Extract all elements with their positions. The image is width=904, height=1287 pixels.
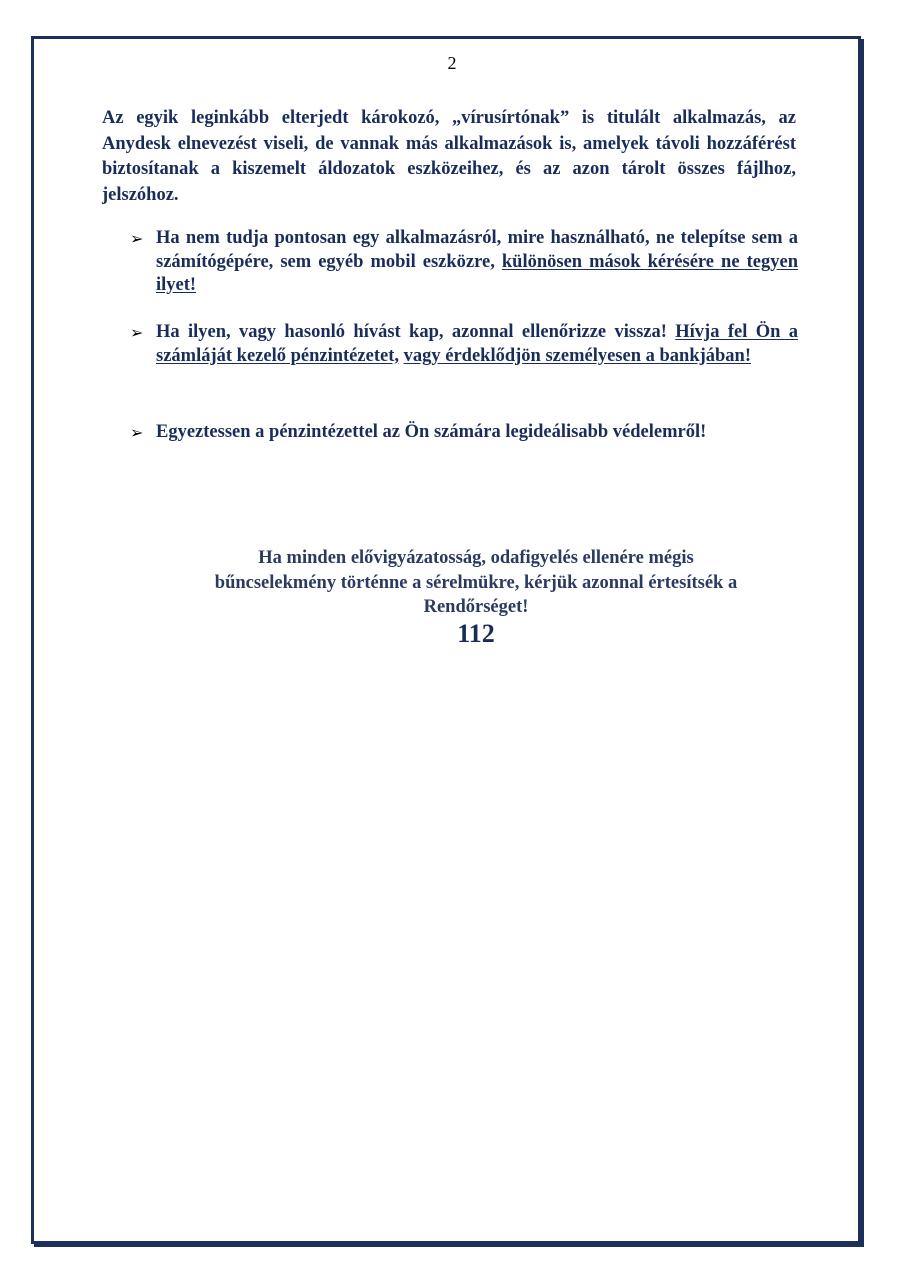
emergency-number: 112 [457,619,495,648]
advice-text: Ha ilyen, vagy hasonló hívást kap, azonnal ellenőrizze vissza! [156,322,676,342]
arrow-bullet-icon: ➢ [130,229,144,248]
advice-emphasis-call-bank: Hívja fel Ön a számláját kezelő pénzintézetet, [156,322,798,366]
advice-item-install [130,227,798,321]
closing-notice [100,546,852,620]
advice-item-protection [130,421,798,451]
advice-emphasis: különösen mások kérésére ne tegyen ilyet! [156,251,798,295]
advice-text: Egyeztessen a pénzintézettel az Ön számára legideálisabb védelemről! [156,422,707,442]
closing-line: bűncselekmény történne a sérelmükre, kérjük azonnal értesítsék a [214,572,738,593]
advice-item-verify-call [130,321,798,421]
arrow-bullet-icon: ➢ [130,323,144,342]
advice-emphasis-visit-bank: vagy érdeklődjön személyesen a bankjában! [403,345,752,366]
advice-text: Ha nem tudja pontosan egy alkalmazásról, mire használható, ne telepítse sem a számítógépére, sem egyéb mobil eszközre, [156,228,798,272]
advice-list [130,227,798,451]
arrow-bullet-icon: ➢ [130,423,144,442]
closing-line: Rendőrséget! [423,597,529,617]
page-number: 2 [447,53,457,73]
closing-line: Ha minden elővigyázatosság, odafigyelés ellenére mégis [258,548,694,568]
intro-paragraph: Az egyik leginkább elterjedt károkozó, „vírusírtónak” is titulált alkalmazás, az Anydesk elnevezést viseli, de vannak más alkalmazások is, amelyek távoli hozzáférést biztosítanak a kiszemelt áldozatok eszközeihez, és az azon tárolt összes fájlhoz, jelszóhoz. [102,108,796,205]
